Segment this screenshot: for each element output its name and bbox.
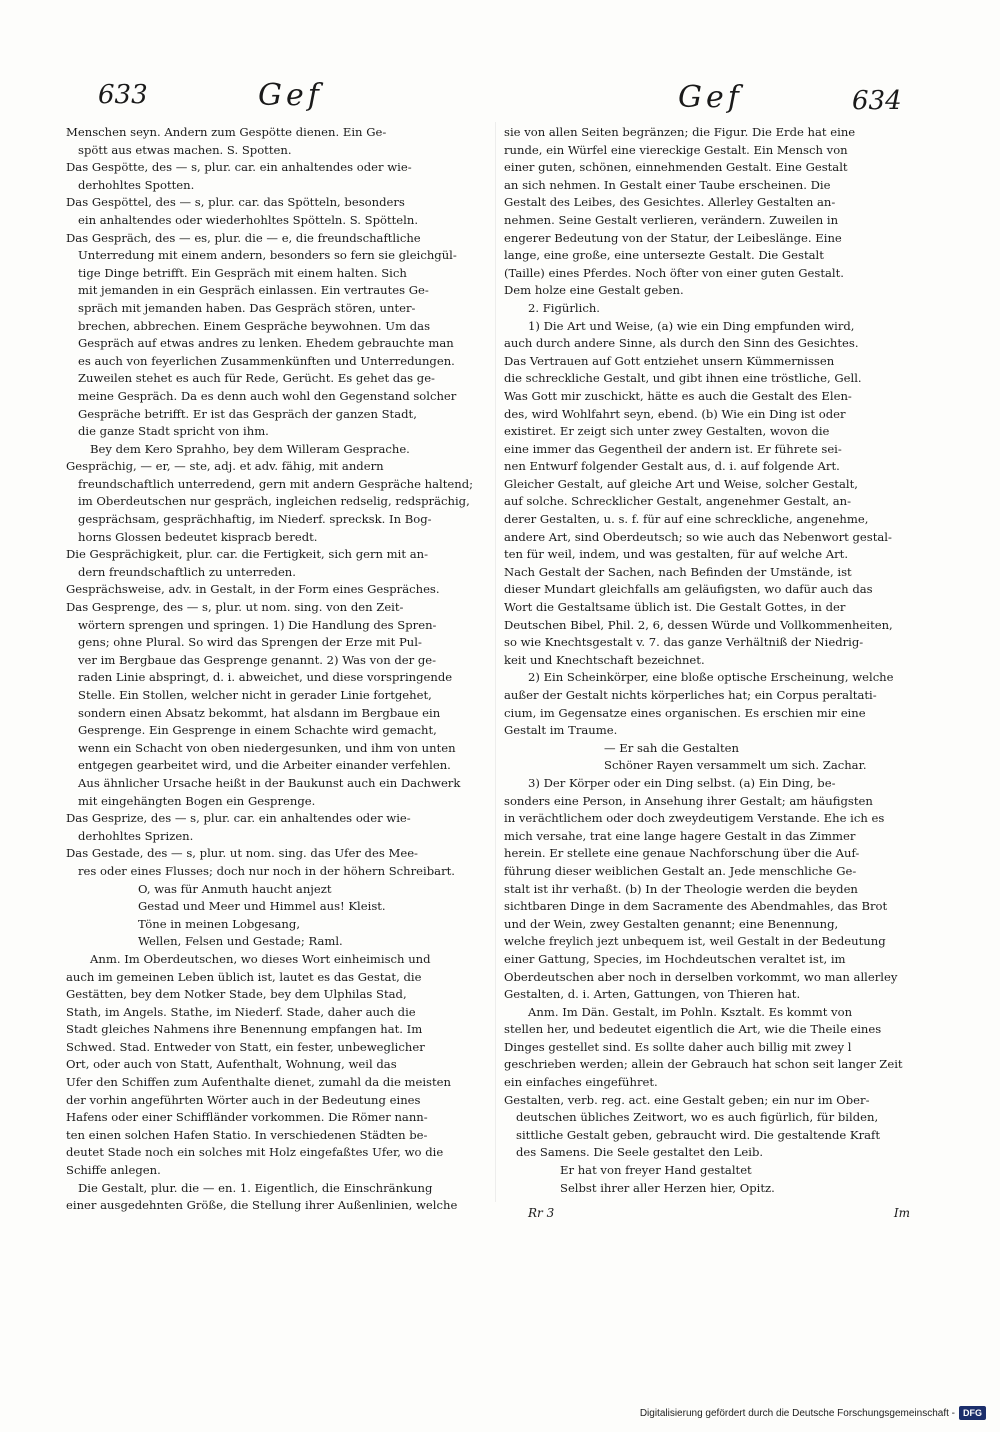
text-line: Das Vertrauen auf Gott entziehet unsern Kümmernissen [504,353,835,368]
text-line: Gestalt im Traume. [504,723,618,738]
text-line: stellen her, und bedeutet eigentlich die Art, wie die Theile eines [504,1022,882,1037]
text-line: Gespräch auf etwas andres zu lenken. Ehedem gebrauchte man [78,336,454,351]
text-line: derhohltes Sprizen. [78,828,194,843]
text-line: Das Gestade, des — s, plur. ut nom. sing. das Ufer des Mee- [66,846,418,861]
text-line: Schiffe anlegen. [66,1163,161,1178]
text-line: spräch mit jemanden haben. Das Gespräch stören, unter- [78,300,416,315]
page-footer [520,1206,910,1226]
text-line: Töne in meinen Lobgesang, [138,916,301,931]
funding-banner-text: Digitalisierung gefördert durch die Deutsche Forschungsgemeinschaft - [639,1407,955,1419]
text-line: auch im gemeinen Leben üblich ist, lautet es das Gestat, die [66,969,422,984]
text-line: führung dieser weiblichen Gestalt an. Jede menschliche Ge- [504,863,857,878]
text-line: Das Gesprenge, des — s, plur. ut nom. sing. von den Zeit- [66,600,404,615]
text-line: ten einen solchen Hafen Statio. In verschiedenen Städten be- [66,1127,428,1142]
text-line: welche freylich jezt unbequem ist, weil Gestalt in der Bedeutung [504,934,886,949]
text-line: deutet Stade noch ein solches mit Holz eingefaßtes Ufer, wo die [66,1145,444,1160]
column-divider [495,122,496,1202]
text-line: wenn ein Schacht von oben niedergesunken, und ihm von unten [78,740,456,755]
text-line: stalt ist ihr verhaßt. (b) In der Theologie werden die beyden [504,881,858,896]
text-line: lange, eine große, eine untersezte Gestalt. Die Gestalt [504,248,824,263]
text-line: 2. Figürlich. [528,300,600,315]
text-line: Anm. Im Dän. Gestalt, im Pohln. Ksztalt. Es kommt von [528,1004,853,1019]
left-column [66,124,482,1215]
text-line: Wort die Gestaltsame üblich ist. Die Gestalt Gottes, in der [504,600,846,615]
text-line: tige Dinge betrifft. Ein Gespräch mit einem halten. Sich [78,265,407,280]
text-line: nen Entwurf folgender Gestalt aus, d. i. auf folgende Art. [504,459,840,474]
text-line: Nach Gestalt der Sachen, nach Befinden der Umstände, ist [504,564,852,579]
text-line: ver im Bergbaue das Gesprenge genannt. 2) Was von der ge- [78,652,437,667]
text-line: des, wird Wohlfahrt seyn, ebend. (b) Wie ein Ding ist oder [504,406,846,421]
text-line: die ganze Stadt spricht von ihm. [78,424,269,439]
catchword: Im [893,1206,910,1220]
text-line: Anm. Im Oberdeutschen, wo dieses Wort einheimisch und [90,951,431,966]
text-line: so wie Knechtsgestalt v. 7. das ganze Verhältniß der Niedrig- [504,635,864,650]
text-line: existiret. Er zeigt sich unter zwey Gestalten, wovon die [504,424,830,439]
text-line: Zuweilen stehet es auch für Rede, Gerücht. Es gehet das ge- [78,371,435,386]
text-line: mit eingehängten Bogen ein Gesprenge. [78,793,316,808]
text-line: Dem holze eine Gestalt geben. [504,283,684,298]
right-page-number: 634 [852,86,902,116]
text-line: in verächtlichem oder doch zweydeutigem Verstande. Ehe ich es [504,811,885,826]
right-column [504,124,912,1197]
text-line: runde, ein Würfel eine viereckige Gestalt. Ein Mensch von [504,142,848,157]
text-line: Gestad und Meer und Himmel aus! Kleist. [138,899,386,914]
text-line: Was Gott mir zuschickt, hätte es auch die Gestalt des Elen- [504,388,852,403]
text-line: sittliche Gestalt geben, gebraucht wird. Die gestaltende Kraft [516,1127,880,1142]
text-line: Gestalt des Leibes, des Gesichtes. Allerley Gestalten an- [504,195,836,210]
text-line: eine immer das Gegentheil der andern ist. Er führete sei- [504,441,842,456]
text-line: Selbst ihrer aller Herzen hier, Opitz. [560,1180,775,1195]
text-line: des Samens. Die Seele gestaltet den Leib. [516,1145,764,1160]
text-line: Gesprächsweise, adv. in Gestalt, in der Form eines Gespräches. [66,582,440,597]
text-line: Hafens oder einer Schiffländer vorkommen. Die Römer nann- [66,1110,428,1125]
text-line: horns Glossen bedeutet kispracb beredt. [78,529,318,544]
text-line: Gleicher Gestalt, auf gleiche Art und Weise, solcher Gestalt, [504,476,858,491]
text-line: Menschen seyn. Andern zum Gespötte dienen. Ein Ge- [66,125,387,139]
text-line: cium, im Gegensatze eines organischen. Es erschien mir eine [504,705,866,720]
text-line: raden Linie abspringt, d. i. abweichet, und diese vorspringende [78,670,453,685]
text-line: wörtern sprengen und springen. 1) Die Handlung des Spren- [78,617,437,632]
text-line: sondern einen Absatz bekommt, hat alsdann im Bergbaue ein [78,705,441,720]
text-line: Das Gespräch, des — es, plur. die — e, die freundschaftliche [66,230,421,245]
text-line: Die Gestalt, plur. die — en. 1. Eigentlich, die Einschränkung [78,1180,433,1195]
text-line: Die Gesprächigkeit, plur. car. die Fertigkeit, sich gern mit an- [66,547,429,562]
text-line: Ufer den Schiffen zum Aufenthalte dienet, zumahl da die meisten [66,1075,451,1090]
text-line: Schwed. Stad. Entweder von Statt, ein fester, unbeweglicher [66,1039,425,1054]
text-line: Schöner Rayen versammelt um sich. Zachar. [604,758,867,773]
text-line: Er hat von freyer Hand gestaltet [560,1163,752,1178]
text-line: an sich nehmen. In Gestalt einer Taube erscheinen. Die [504,177,831,192]
signature-mark: Rr 3 [528,1206,555,1220]
text-line: ein einfaches eingeführet. [504,1075,658,1090]
text-line: derhohltes Spotten. [78,177,195,192]
text-line: es auch von feyerlichen Zusammenkünften und Unterredungen. [78,353,455,368]
text-line: der vorhin angeführten Wörter auch in der Bedeutung eines [66,1092,421,1107]
text-line: mich versahe, trat eine lange hagere Gestalt in das Zimmer [504,828,856,843]
text-line: Bey dem Kero Sprahho, bey dem Willeram Gesprache. [90,441,410,456]
text-line: sie von allen Seiten begränzen; die Figur. Die Erde hat eine [504,125,856,139]
text-line: auch durch andere Sinne, als durch den Sinn des Gesichtes. [504,336,859,351]
text-line: gens; ohne Plural. So wird das Sprengen der Erze mit Pul- [78,635,422,650]
text-line: spött aus etwas machen. S. Spotten. [78,142,292,157]
text-line: Das Gespötte, des — s, plur. car. ein anhaltendes oder wie- [66,160,412,175]
page-header [90,78,910,118]
text-line: Stadt gleiches Nahmens ihre Benennung empfangen hat. Im [66,1022,423,1037]
text-line: entgegen gearbeitet wird, und die Arbeiter einander verfehlen. [78,758,451,773]
text-line: Deutschen Bibel, Phil. 2, 6, dessen Würde und Vollkommenheiten, [504,617,893,632]
text-line: 2) Ein Scheinkörper, eine bloße optische Erscheinung, welche [528,670,894,685]
text-line: und der Wein, zwey Gestalten genannt; eine Benennung, [504,916,839,931]
text-line: Gesprenge. Ein Gesprenge in einem Schachte wird gemacht, [78,723,437,738]
text-line: nehmen. Seine Gestalt verlieren, verändern. Zuweilen in [504,212,839,227]
dfg-logo: DFG [959,1406,986,1420]
text-line: dieser Mundart gleichfalls am geläufigsten, wo dafür auch das [504,582,873,597]
text-line: Gesprächig, — er, — ste, adj. et adv. fähig, mit andern [66,459,384,474]
funding-banner [640,1404,986,1422]
text-line: derer Gestalten, u. s. f. für auf eine schreckliche, angenehme, [504,512,869,527]
text-line: mit jemanden in ein Gespräch einlassen. Ein vertrautes Ge- [78,283,429,298]
text-line: andere Art, sind Oberdeutsch; so wie auch das Nebenwort gestal- [504,529,892,544]
text-line: Aus ähnlicher Ursache heißt in der Baukunst auch ein Dachwerk [78,775,461,790]
text-line: herein. Er stellete eine genaue Nachforschung über die Auf- [504,846,860,861]
text-line: ten für weil, indem, und was gestalten, für auf welche Art. [504,547,849,562]
text-line: Stelle. Ein Stollen, welcher nicht in gerader Linie fortgehet, [78,688,432,702]
text-line: Dinges gestellet sind. Es sollte daher auch billig mit zwey l [504,1039,852,1054]
text-line: Ort, oder auch von Statt, Aufenthalt, Wohnung, weil das [66,1057,397,1072]
text-line: außer der Gestalt nichts körperliches hat; ein Corpus peraltati- [504,688,877,702]
text-line: 3) Der Körper oder ein Ding selbst. (a) Ein Ding, be- [528,775,836,790]
text-line: Unterredung mit einem andern, besonders so fern sie gleichgül- [78,248,457,263]
text-line: Gestalten, verb. reg. act. eine Gestalt geben; ein nur im Ober- [504,1092,870,1107]
text-line: deutschen übliches Zeitwort, wo es auch figürlich, für bilden, [516,1110,879,1125]
text-line: Das Gespöttel, des — s, plur. car. das Spötteln, besonders [66,195,405,210]
text-line: brechen, abbrechen. Einem Gespräche beywohnen. Um das [78,318,431,333]
right-running-head: Gef [678,80,743,115]
text-line: einer guten, schönen, einnehmenden Gestalt. Eine Gestalt [504,160,848,175]
text-line: Gespräche betrifft. Er ist das Gespräch der ganzen Stadt, [78,406,417,421]
text-line: sonders eine Person, in Ansehung ihrer Gestalt; am häufigsten [504,793,873,808]
text-line: einer ausgedehnten Größe, die Stellung ihrer Außenlinien, welche [66,1198,458,1213]
text-line: 1) Die Art und Weise, (a) wie ein Ding empfunden wird, [528,318,855,333]
text-line: freundschaftlich unterredend, gern mit andern Gespräche haltend; [78,476,474,491]
text-line: engerer Bedeutung von der Statur, der Leibeslänge. Eine [504,230,842,245]
text-line: ein anhaltendes oder wiederhohltes Spötteln. S. Spötteln. [78,212,419,227]
text-line: sichtbaren Dinge in dem Sacramente des Abendmahles, das Brot [504,899,888,914]
text-line: — Er sah die Gestalten [604,740,739,755]
text-line: geschrieben werden; allein der Gebrauch hat schon seit langer Zeit [504,1057,903,1072]
text-line: gesprächsam, gesprächhaftig, im Niederf. sprecksk. In Bog- [78,512,432,527]
text-line: dern freundschaftlich zu unterreden. [78,564,296,579]
text-line: im Oberdeutschen nur gespräch, ingleichen redselig, redsprächig, [78,494,470,509]
text-line: die schreckliche Gestalt, und gibt ihnen eine tröstliche, Gell. [504,371,862,386]
text-line: Gestätten, bey dem Notker Stade, bey dem Ulphilas Stad, [66,987,407,1002]
text-line: res oder eines Flusses; doch nur noch in der höhern Schreibart. [78,863,455,878]
text-line: meine Gespräch. Da es denn auch wohl den Gegenstand solcher [78,388,457,403]
text-line: Das Gesprize, des — s, plur. car. ein anhaltendes oder wie- [66,811,411,826]
text-line: Gestalten, d. i. Arten, Gattungen, von Thieren hat. [504,987,801,1002]
text-line: einer Gattung, Species, im Hochdeutschen veraltet ist, im [504,951,846,966]
left-page-number: 633 [98,80,148,110]
text-line: (Taille) eines Pferdes. Noch öfter von einer guten Gestalt. [504,265,844,280]
text-line: keit und Knechtschaft bezeichnet. [504,652,705,667]
text-line: Stath, im Angels. Stathe, im Niederf. Stade, daher auch die [66,1004,416,1019]
text-line: O, was für Anmuth haucht anjezt [138,881,332,896]
text-line: Wellen, Felsen und Gestade; Raml. [138,934,343,949]
text-line: auf solche. Schrecklicher Gestalt, angenehmer Gestalt, an- [504,494,852,509]
left-running-head: Gef [258,78,323,113]
text-line: Oberdeutschen aber noch in derselben vorkommt, wo man allerley [504,969,898,984]
